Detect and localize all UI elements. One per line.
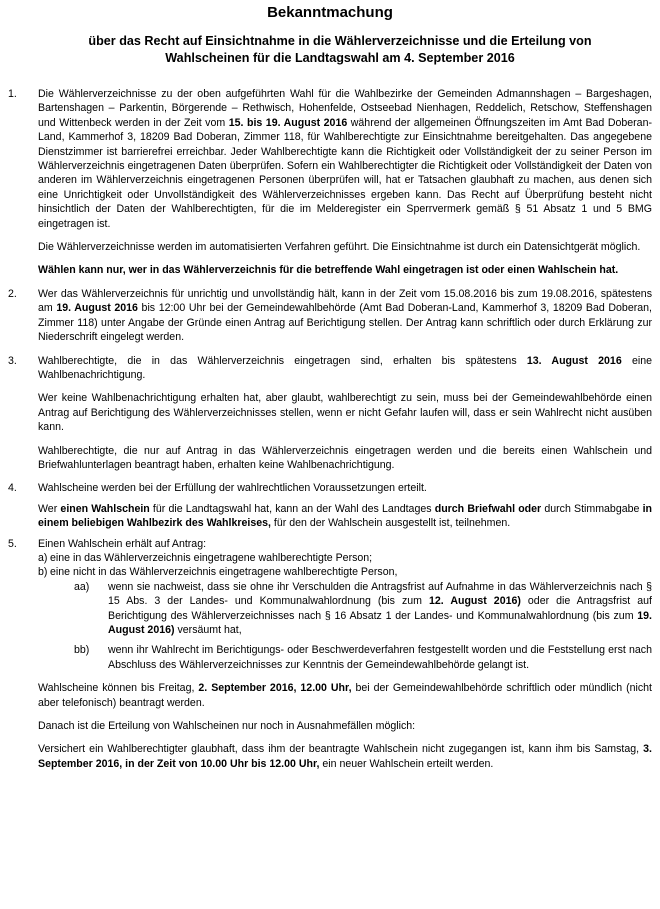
section-5-paragraph-4: Versichert ein Wahlberechtigter glaubhaft, dass ihm der beantragte Wahlschein nicht zugegangen ist, kann ihm bis Samstag, 3. September 2016, in der Zeit von 10.00 Uhr bis 12.00 Uhr, ein neuer Wahlschein erteilt werden. [38,743,652,770]
section-1-paragraph-3: Wählen kann nur, wer in das Wählerverzeichnis für die betreffende Wahl eingetragen ist oder einen Wahlschein hat. [38,264,619,277]
section-2 [8,287,652,345]
section-1-paragraph-1: Die Wählerverzeichnisse zu der oben aufgeführten Wahl für die Wahlbezirke der Gemeinden Admannshagen – Bargeshagen, Bartenshagen – Parkentin, Börgerende – Rethwisch, Hohenfelde, Ostseebad Nienhagen, Reddelich, Retschow, Steffenshagen und Wittenbeck werden in der Zeit vom 15. bis 19. August 2016 während der allgemeinen Öffnungszeiten im Amt Bad Doberan-Land, Kammerhof 3, 18209 Bad Doberan, Zimmer 118, für Wahlberechtigte zur Einsichtnahme bereitgehalten. Das angegebene Dienstzimmer ist barrierefrei erreichbar. Jeder Wahlberechtigte kann die Richtigkeit oder Vollständigkeit der zu seiner Person im Wählerverzeichnis eingetragenen Daten überprüfen. Sofern ein Wahlberechtigter die Richtigkeit oder Vollständigkeit der Daten von anderen im Wählerverzeichnis eingetragenen Personen überprüfen will, hat er Tatsachen glaubhaft zu machen, aus denen sich eine Unrichtigkeit oder Unvollständigkeit des Wählerverzeichnisses ergeben kann. Das Recht auf Überprüfung besteht nicht hinsichtlich der Daten der Wahlberechtigten, für die im Melderegister ein Sperrvermerk gemäß § 51 Absatz 1 und 5 BMG eingetragen ist. [38,88,652,230]
section-5-paragraph-2: Wahlscheine können bis Freitag, 2. September 2016, 12.00 Uhr, bei der Gemeindewahlbehörde schriftlich oder mündlich (nicht aber telefonisch) beantragt werden. [38,682,652,709]
list-item-bb: bb) wenn ihr Wahlrecht im Berichtigungs- oder Beschwerdeverfahren festgestellt worden und die Feststellung erst nach Abschluss des Wählerverzeichnisses zur Kenntnis der Gemeindewahlbehörde gelangt ist. [74,644,652,671]
inspection-period: 15. bis 19. August 2016 [228,116,348,129]
section-number: 4. [8,482,17,495]
section-number: 5. [8,537,17,550]
section-3-paragraph-1: Wahlberechtigte, die in das Wählerverzeichnis eingetragen sind, erhalten bis spätestens 13. August 2016 eine Wahlbenachrichtigung. [38,354,652,381]
section-number: 2. [8,287,17,300]
section-4-paragraph-1: Wahlscheine werden bei der Erfüllung der wahlrechtlichen Voraussetzungen erteilt. [38,482,427,495]
section-5 [8,537,652,580]
section-3 [8,354,652,473]
section-4 [8,481,652,530]
section-5-continued [8,681,652,771]
document-subtitle: über das Recht auf Einsichtnahme in die Wählerverzeichnisse und die Erteilung von Wahlscheinen für die Landtagswahl am 4. September 2016 [88,34,592,65]
list-item-b: b) eine nicht in das Wählerverzeichnis eingetragene wahlberechtigte Person, [38,566,398,579]
notification-deadline: 13. August 2016 [526,354,622,367]
section-4-paragraph-2: Wer einen Wahlschein für die Landtagswahl hat, kann an der Wahl des Landtages durch Briefwahl oder durch Stimmabgabe in einem beliebigen Wahlbezirk des Wahlkreises, für den der Wahlschein ausgestellt ist, teilnehmen. [38,502,652,530]
section-2-paragraph-1: Wer das Wählerverzeichnis für unrichtig und unvollständig hält, kann in der Zeit vom 15.08.2016 bis zum 19.08.2016, spätestens am 19. August 2016 bis 12:00 Uhr bei der Gemeindewahlbehörde (Amt Bad Doberan-Land, Kammerhof 3, 18209 Bad Doberan, Zimmer 118) unter Angabe der Gründe einen Antrag auf Berichtigung stellen. Der Antrag kann schriftlich oder durch Erklärung zur Niederschrift eingelegt werden. [38,287,652,344]
list-item-a: a) eine in das Wählerverzeichnis eingetragene wahlberechtigte Person; [38,551,373,564]
section-5-intro: Einen Wahlschein erhält auf Antrag: [38,537,207,550]
replacement-deadline: 3. September 2016, in der Zeit von 10.00 Uhr bis 12.00 Uhr, [38,743,652,770]
section-number: 1. [8,88,17,100]
section-3-paragraph-2: Wer keine Wahlbenachrichtigung erhalten hat, aber glaubt, wahlberechtigt zu sein, muss bei der Gemeindewahlbehörde einen Antrag auf Berichtigung des Wählerverzeichnisses stellen, wenn er nicht Gefahr laufen will, dass er sein Wahlrecht nicht ausüben kann. [38,392,652,434]
section-number: 3. [8,354,17,367]
section-3-paragraph-3: Wahlberechtigte, die nur auf Antrag in das Wählerverzeichnis eingetragen werden und die bereits einen Wahlschein und Briefwahlunterlagen beantragt haben, erhalten keine Wahlbenachrichtigung. [38,444,652,471]
application-deadline: 2. September 2016, 12.00 Uhr, [198,682,352,695]
document-title: Bekanntmachung [267,4,393,21]
list-item-aa: aa) wenn sie nachweist, dass sie ohne ihr Verschulden die Antragsfrist auf Aufnahme in das Wählerverzeichnis nach § 15 Abs. 3 der Landes- und Kommunalwahlordnung (bis zum 12. August 2016) oder die Antragsfrist auf Berichtigung des Wählerverzeichnisses nach § 16 Absatz 1 der Landes- und Kommunalwahlordnung (bis zum 19. August 2016) versäumt hat, [74,580,652,636]
section-5-paragraph-3: Danach ist die Erteilung von Wahlscheinen nur noch in Ausnahmefällen möglich: [38,720,416,733]
objection-deadline: 19. August 2016 [56,302,138,315]
document-body [8,87,652,771]
section-1-paragraph-2: Die Wählerverzeichnisse werden im automatisierten Verfahren geführt. Die Einsichtnahme ist durch ein Datensichtgerät möglich. [38,241,641,254]
section-1 [8,87,652,278]
